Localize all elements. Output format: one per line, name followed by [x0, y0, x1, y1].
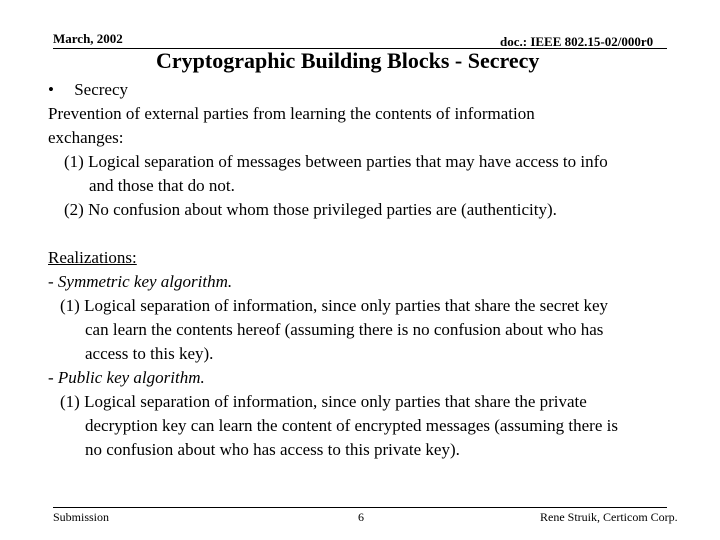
footer-author: Rene Struik, Certicom Corp. [540, 510, 678, 524]
sym-item-line-1: (1) Logical separation of information, since only parties that share the secret key [60, 296, 609, 315]
header-date: March, 2002 [53, 31, 123, 46]
pub-item-line-1: (1) Logical separation of information, since only parties that share the private [60, 392, 587, 411]
sym-item-line-2: can learn the contents hereof (assuming there is no confusion about who has [85, 320, 604, 339]
footer-page-number: 6 [358, 510, 364, 524]
symmetric-prefix: - [48, 272, 58, 291]
symmetric-heading [48, 270, 232, 294]
pub-item-line-3: no confusion about who has access to this private key). [85, 440, 460, 459]
bullet-secrecy [48, 78, 128, 102]
public-heading [48, 366, 205, 390]
intro-line-2: exchanges: [48, 128, 124, 147]
bullet-text: Secrecy [74, 80, 129, 99]
sym-item-line-3: access to this key). [85, 344, 214, 363]
pub-item-line-2: decryption key can learn the content of encrypted messages (assuming there is [85, 416, 618, 435]
item1-line-1: (1) Logical separation of messages between parties that may have access to info [64, 152, 608, 171]
intro-line-1: Prevention of external parties from learning the contents of information [48, 104, 535, 123]
bullet-symbol: • [48, 80, 54, 99]
symmetric-label: Symmetric key algorithm. [57, 272, 233, 291]
header-doc-id: doc.: IEEE 802.15-02/000r0 [500, 34, 654, 49]
public-label: Public key algorithm. [57, 368, 205, 387]
item2-line-1: (2) No confusion about whom those privileged parties are (authenticity). [64, 200, 557, 219]
realizations-heading: Realizations: [48, 248, 137, 267]
slide-title: Cryptographic Building Blocks - Secrecy [156, 48, 540, 73]
public-prefix: - [48, 368, 58, 387]
footer-submission: Submission [53, 510, 110, 524]
item1-line-2: and those that do not. [89, 176, 235, 195]
footer-divider [53, 507, 667, 508]
